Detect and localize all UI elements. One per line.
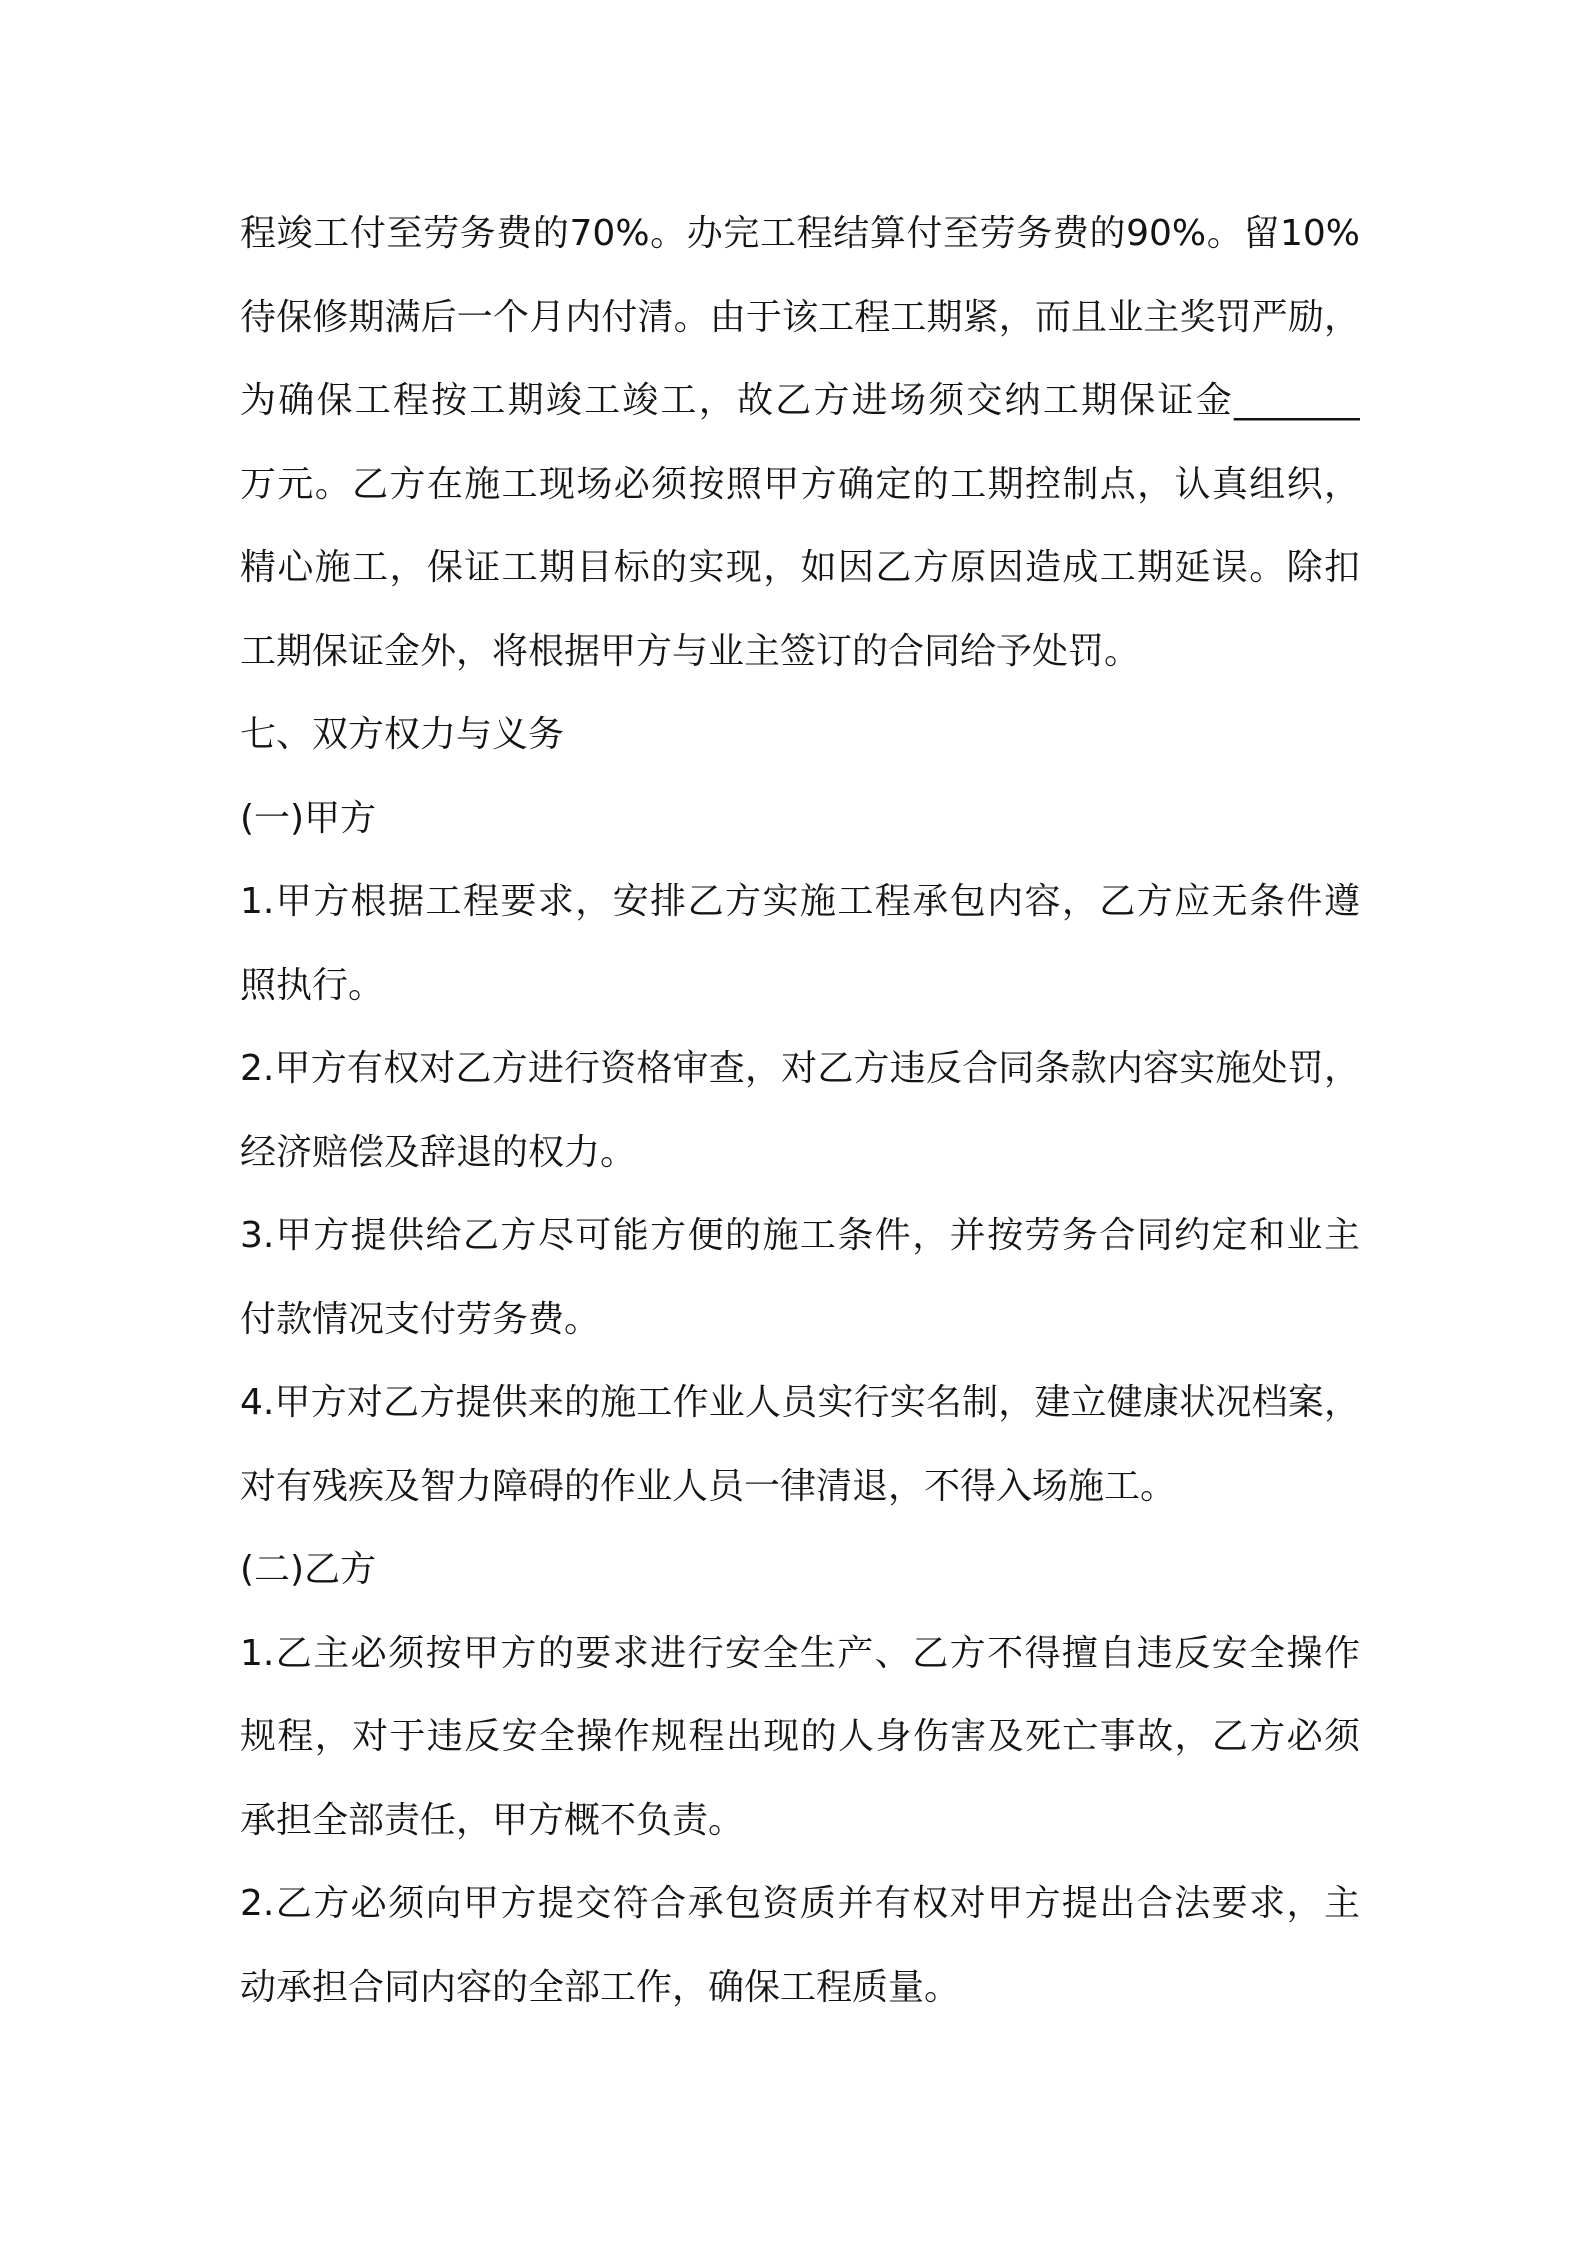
text-line: 万元。乙方在施工现场必须按照甲方确定的工期控制点，认真组织， [240,463,1360,505]
text-line: 经济赔偿及辞退的权力。 [240,1131,637,1173]
text-line: 3.甲方提供给乙方尽可能方便的施工条件，并按劳务合同约定和业主 [240,1215,1360,1256]
document-body [240,192,1360,2029]
text-line: 1.甲方根据工程要求，安排乙方实施工程承包内容，乙方应无条件遵 [240,881,1360,922]
text-line: 精心施工，保证工期目标的实现，如因乙方原因造成工期延误。除扣 [240,547,1360,588]
subsection-heading: (二)乙方 [240,1549,377,1590]
text-line: 工期保证金外，将根据甲方与业主签订的合同给予处罚。 [240,630,1141,672]
text-line: 程竣工付至劳务费的70%。办完工程结算付至劳务费的90%。留10% [240,213,1360,254]
text-line: 4.甲方对乙方提供来的施工作业人员实行实名制，建立健康状况档案， [240,1382,1360,1423]
text-line: 待保修期满后一个月内付清。由于该工程工期紧，而且业主奖罚严励， [240,296,1360,338]
text-line: 对有残疾及智力障碍的作业人员一律清退，不得入场施工。 [240,1465,1177,1507]
subsection-heading: (一)甲方 [240,797,377,839]
section-heading: 七、双方权力与义务 [240,714,565,755]
text-line: 承担全部责任，甲方概不负责。 [240,1799,745,1841]
text-line: 1.乙主必须按甲方的要求进行安全生产、乙方不得擅自违反安全操作 [240,1632,1360,1674]
text-line: 照执行。 [240,964,385,1006]
text-line: 动承担合同内容的全部工作，确保工程质量。 [240,1966,961,2008]
text-line: 2.乙方必须向甲方提交符合承包资质并有权对甲方提出合法要求，主 [240,1883,1360,1924]
text-line: 为确保工程按工期竣工竣工，故乙方进场须交纳工期保证金_______ [240,380,1360,421]
text-line: 付款情况支付劳务费。 [240,1298,601,1340]
text-line: 2.甲方有权对乙方进行资格审查，对乙方违反合同条款内容实施处罚， [240,1048,1360,1089]
text-line: 规程，对于违反安全操作规程出现的人身伤害及死亡事故，乙方必须 [240,1716,1360,1757]
